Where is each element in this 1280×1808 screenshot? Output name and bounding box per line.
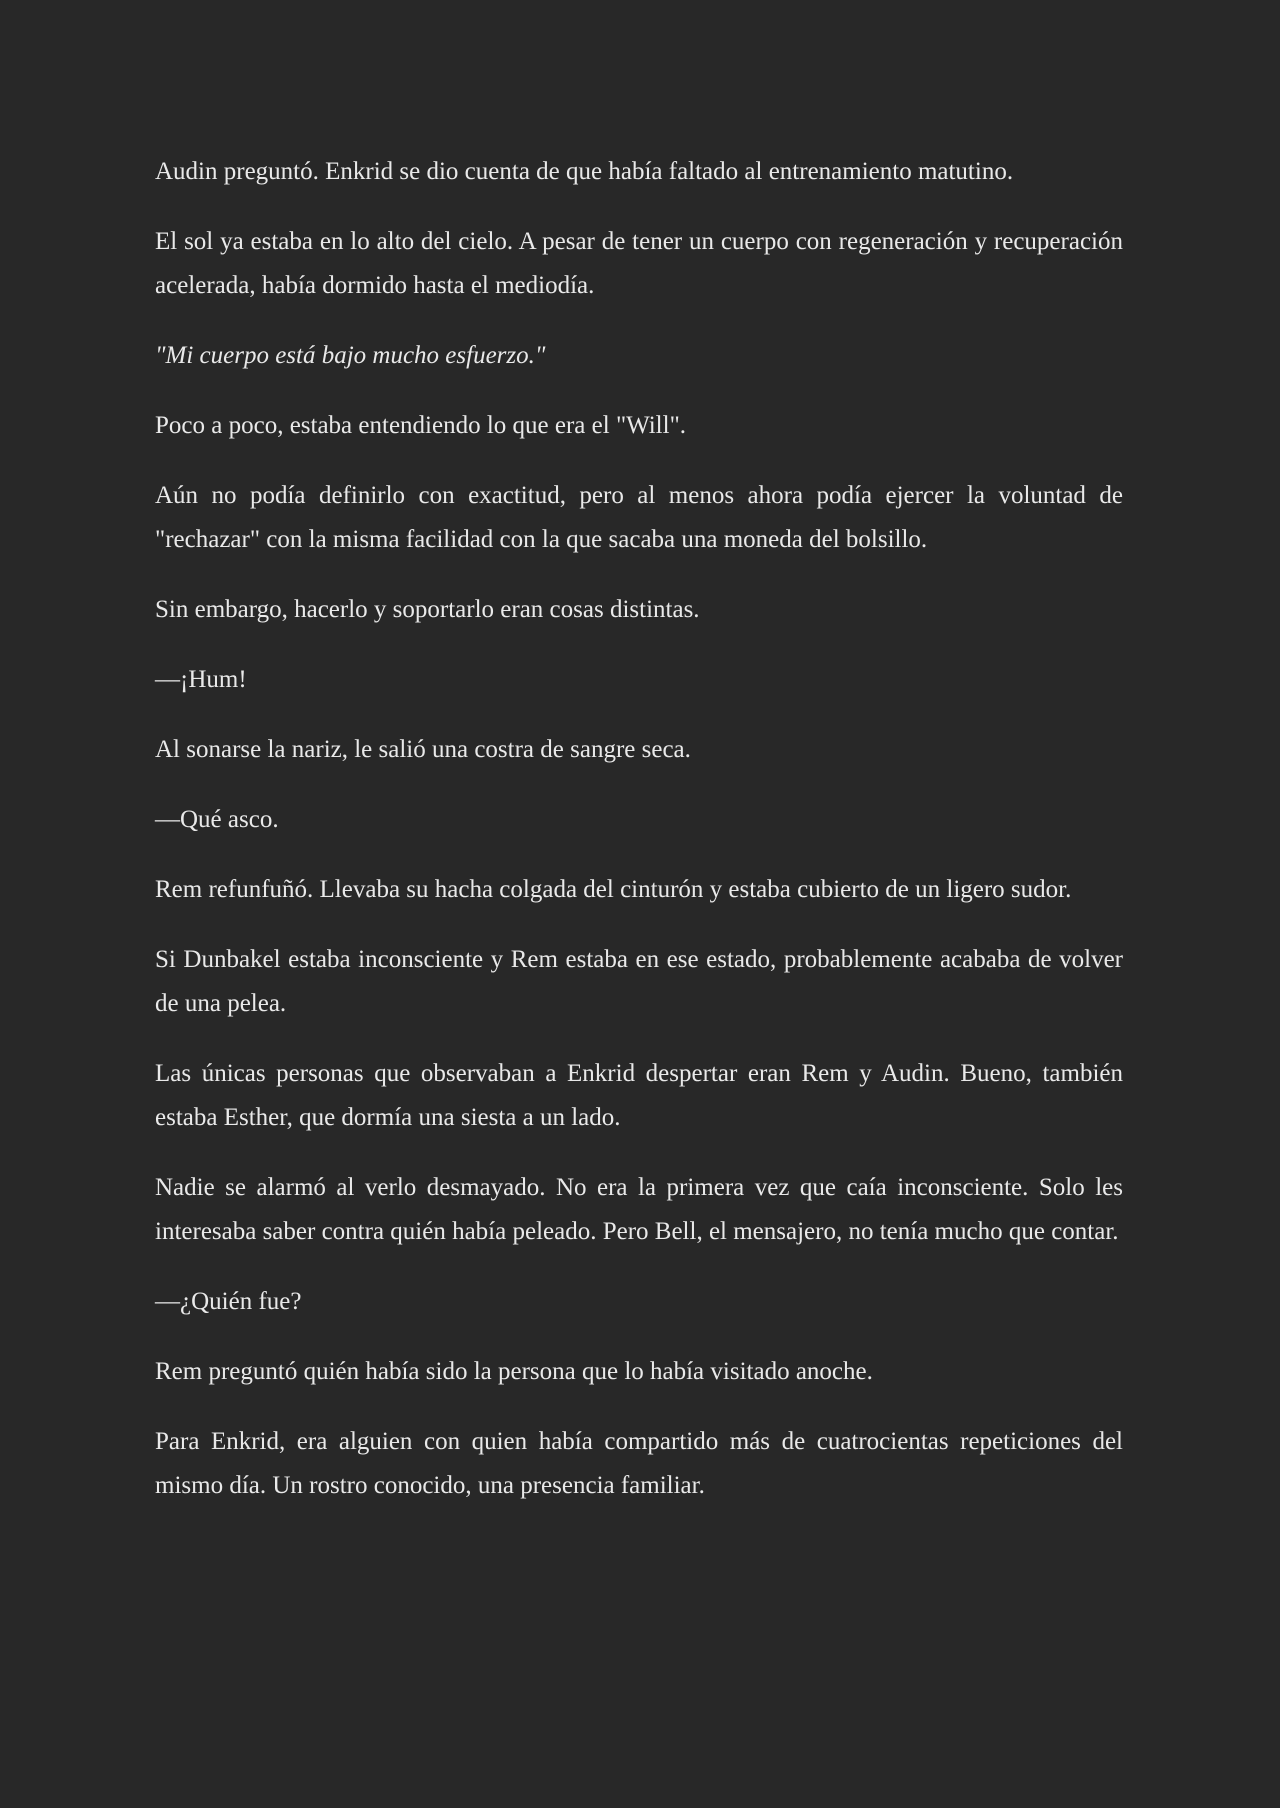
paragraph: Para Enkrid, era alguien con quien había compartido más de cuatrocientas repeticiones del mismo día. Un rostro conocido, una presencia familiar. [155, 1428, 1123, 1499]
paragraph-thought: "Mi cuerpo está bajo mucho esfuerzo." [155, 342, 546, 369]
paragraph: Rem refunfuñó. Llevaba su hacha colgada del cinturón y estaba cubierto de un ligero sudor. [155, 876, 1072, 903]
paragraph-dialogue: —¿Quién fue? [155, 1288, 302, 1315]
paragraph: Al sonarse la nariz, le salió una costra de sangre seca. [155, 736, 691, 763]
paragraph: Poco a poco, estaba entendiendo lo que era el "Will". [155, 412, 687, 439]
paragraph: Sin embargo, hacerlo y soportarlo eran cosas distintas. [155, 596, 700, 623]
paragraph: Rem preguntó quién había sido la persona que lo había visitado anoche. [155, 1358, 873, 1385]
paragraph: Aún no podía definirlo con exactitud, pero al menos ahora podía ejercer la voluntad de "rechazar" con la misma facilidad con la que sacaba una moneda del bolsillo. [155, 482, 1123, 553]
paragraph-dialogue: —¡Hum! [155, 666, 247, 693]
paragraph: Nadie se alarmó al verlo desmayado. No era la primera vez que caía inconsciente. Solo les interesaba saber contra quién había peleado. Pero Bell, el mensajero, no tenía mucho que contar. [155, 1174, 1123, 1245]
paragraph-dialogue: —Qué asco. [155, 806, 279, 833]
paragraph: Las únicas personas que observaban a Enkrid despertar eran Rem y Audin. Bueno, también estaba Esther, que dormía una siesta a un lado. [155, 1060, 1123, 1131]
paragraph: El sol ya estaba en lo alto del cielo. A pesar de tener un cuerpo con regeneración y recuperación acelerada, había dormido hasta el mediodía. [155, 228, 1123, 299]
paragraph: Audin preguntó. Enkrid se dio cuenta de que había faltado al entrenamiento matutino. [155, 158, 1014, 185]
document-body [155, 150, 1123, 1508]
paragraph: Si Dunbakel estaba inconsciente y Rem estaba en ese estado, probablemente acababa de volver de una pelea. [155, 946, 1123, 1017]
